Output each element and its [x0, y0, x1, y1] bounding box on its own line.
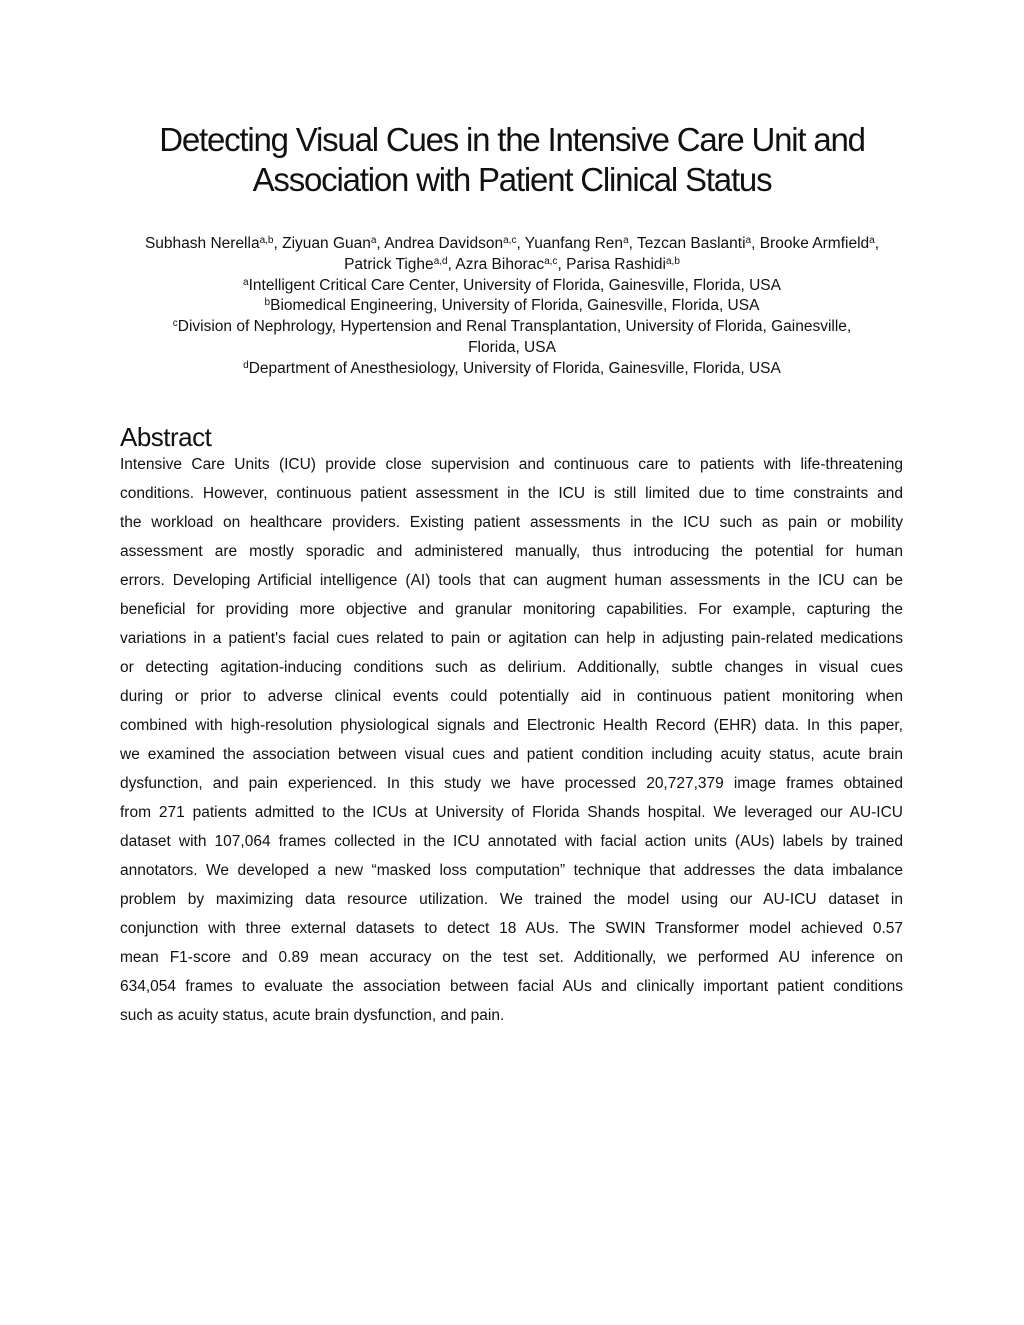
- author-name: Patrick Tighe: [344, 255, 434, 273]
- title-line-2: Association with Patient Clinical Status: [252, 161, 772, 198]
- abstract-line: 634,054 frames to evaluate the association between facial AUs and clinically important patient conditions: [120, 978, 903, 995]
- affiliation-key: b: [264, 297, 271, 309]
- affiliation-text: Biomedical Engineering, University of Florida, Gainesville, Florida, USA: [270, 297, 760, 315]
- affiliation-text: Intelligent Critical Care Center, University of Florida, Gainesville, Florida, USA: [248, 276, 781, 294]
- affiliation-a: [120, 276, 904, 297]
- author-affiliation-mark: a,b: [666, 255, 680, 267]
- author-block: [120, 234, 904, 380]
- abstract-line: such as acuity status, acute brain dysfunction, and pain.: [120, 1007, 505, 1024]
- abstract-heading: Abstract: [120, 422, 212, 452]
- abstract-line: Intensive Care Units (ICU) provide close supervision and continuous care to patients with life-threatening: [120, 456, 903, 473]
- abstract-line: mean F1-score and 0.89 mean accuracy on the test set. Additionally, we performed AU inference on: [120, 949, 903, 966]
- abstract-line: conjunction with three external datasets to detect 18 AUs. The SWIN Transformer model achieved 0.57: [120, 920, 903, 937]
- author-line-1: Subhash Nerella$^{a,b}$, Ziyuan Guan$^a$, Andrea Davidson$^{a,c}$, Yuanfang Ren$^a$, Tezcan Baslanti$^a$, Brooke Armfield$^a$, Patrick Tighe$^{a,d}$, Azra Bihorac$^{a,c}$, Parisa Rashidi$^{a,b}$: [144, 235, 880, 273]
- affiliation-key: d: [243, 359, 249, 371]
- author-name: Andrea Davidson: [384, 235, 504, 252]
- abstract-line: conditions. However, continuous patient assessment in the ICU is still limited due to time constraints and: [120, 485, 903, 502]
- abstract-line: errors. Developing Artificial intelligence (AI) tools that can augment human assessments in the ICU can be: [120, 572, 903, 589]
- affiliation-b: [120, 296, 904, 317]
- abstract-line: problem by maximizing data resource utilization. We trained the model using our AU-ICU dataset in: [120, 891, 903, 908]
- author-name: Ziyuan Guan: [282, 235, 371, 252]
- abstract-line: or detecting agitation-inducing conditions such as delirium. Additionally, subtle changes in visual cues: [120, 659, 903, 676]
- abstract-line: assessment are mostly sporadic and administered manually, thus introducing the potential for human: [120, 543, 903, 560]
- author-name: Parisa Rashidi: [566, 255, 666, 273]
- abstract-line: dysfunction, and pain experienced. In this study we have processed 20,727,379 image frames obtained: [120, 775, 903, 792]
- affiliation-key: a: [243, 276, 249, 288]
- abstract-line: we examined the association between visual cues and patient condition including acuity status, acute brain: [120, 746, 903, 763]
- author-affiliation-mark: a: [370, 235, 377, 246]
- author-name: Azra Bihorac: [455, 255, 545, 273]
- author-affiliation-mark: a: [623, 235, 629, 246]
- affiliation-text: Division of Nephrology, Hypertension and Renal Transplantation, University of Florida, Gainesville,: [177, 318, 852, 336]
- abstract-line: the workload on healthcare providers. Existing patient assessments in the ICU such as pain or mobility: [120, 514, 903, 531]
- abstract-line: annotators. We developed a new “masked loss computation” technique that addresses the data imbalance: [120, 862, 903, 879]
- affiliation-c: [120, 317, 904, 338]
- author-name: Tezcan Baslanti: [636, 235, 746, 252]
- abstract-line: dataset with 107,064 frames collected in the ICU annotated with facial action units (AUs) labels by trained: [120, 833, 903, 850]
- abstract-body: [120, 450, 903, 1030]
- affiliation-text: Department of Anesthesiology, University of Florida, Gainesville, Florida, USA: [248, 359, 781, 377]
- author-affiliation-mark: a,c: [503, 235, 517, 246]
- author-affiliation-mark: a,d: [433, 255, 448, 267]
- affiliation-c-continued: Florida, USA: [468, 338, 556, 356]
- author-affiliation-mark: a: [745, 235, 752, 246]
- title-line-1: Detecting Visual Cues in the Intensive Care Unit and: [159, 121, 865, 158]
- affiliation-d: [120, 359, 904, 380]
- abstract-line: beneficial for providing more objective and granular monitoring capabilities. For example, capturing the: [120, 601, 903, 618]
- author-affiliation-mark: a,b: [259, 235, 274, 246]
- author-affiliation-mark: a,c: [544, 255, 558, 267]
- abstract-line: during or prior to adverse clinical events could potentially aid in continuous patient monitoring when: [120, 688, 903, 705]
- author-affiliation-mark: a: [869, 235, 875, 246]
- abstract-line: combined with high-resolution physiological signals and Electronic Health Record (EHR) data. In this paper,: [120, 717, 903, 734]
- affiliation-key: c: [172, 318, 178, 330]
- author-name: Subhash Nerella: [144, 235, 260, 252]
- abstract-line: from 271 patients admitted to the ICUs at University of Florida Shands hospital. We leveraged our AU-ICU: [120, 804, 903, 821]
- abstract-line: variations in a patient's facial cues related to pain or agitation can help in adjusting pain-related medications: [120, 630, 903, 647]
- paper-title: [100, 120, 924, 200]
- author-name: Brooke Armfield: [759, 235, 870, 252]
- author-name: Yuanfang Ren: [524, 235, 624, 252]
